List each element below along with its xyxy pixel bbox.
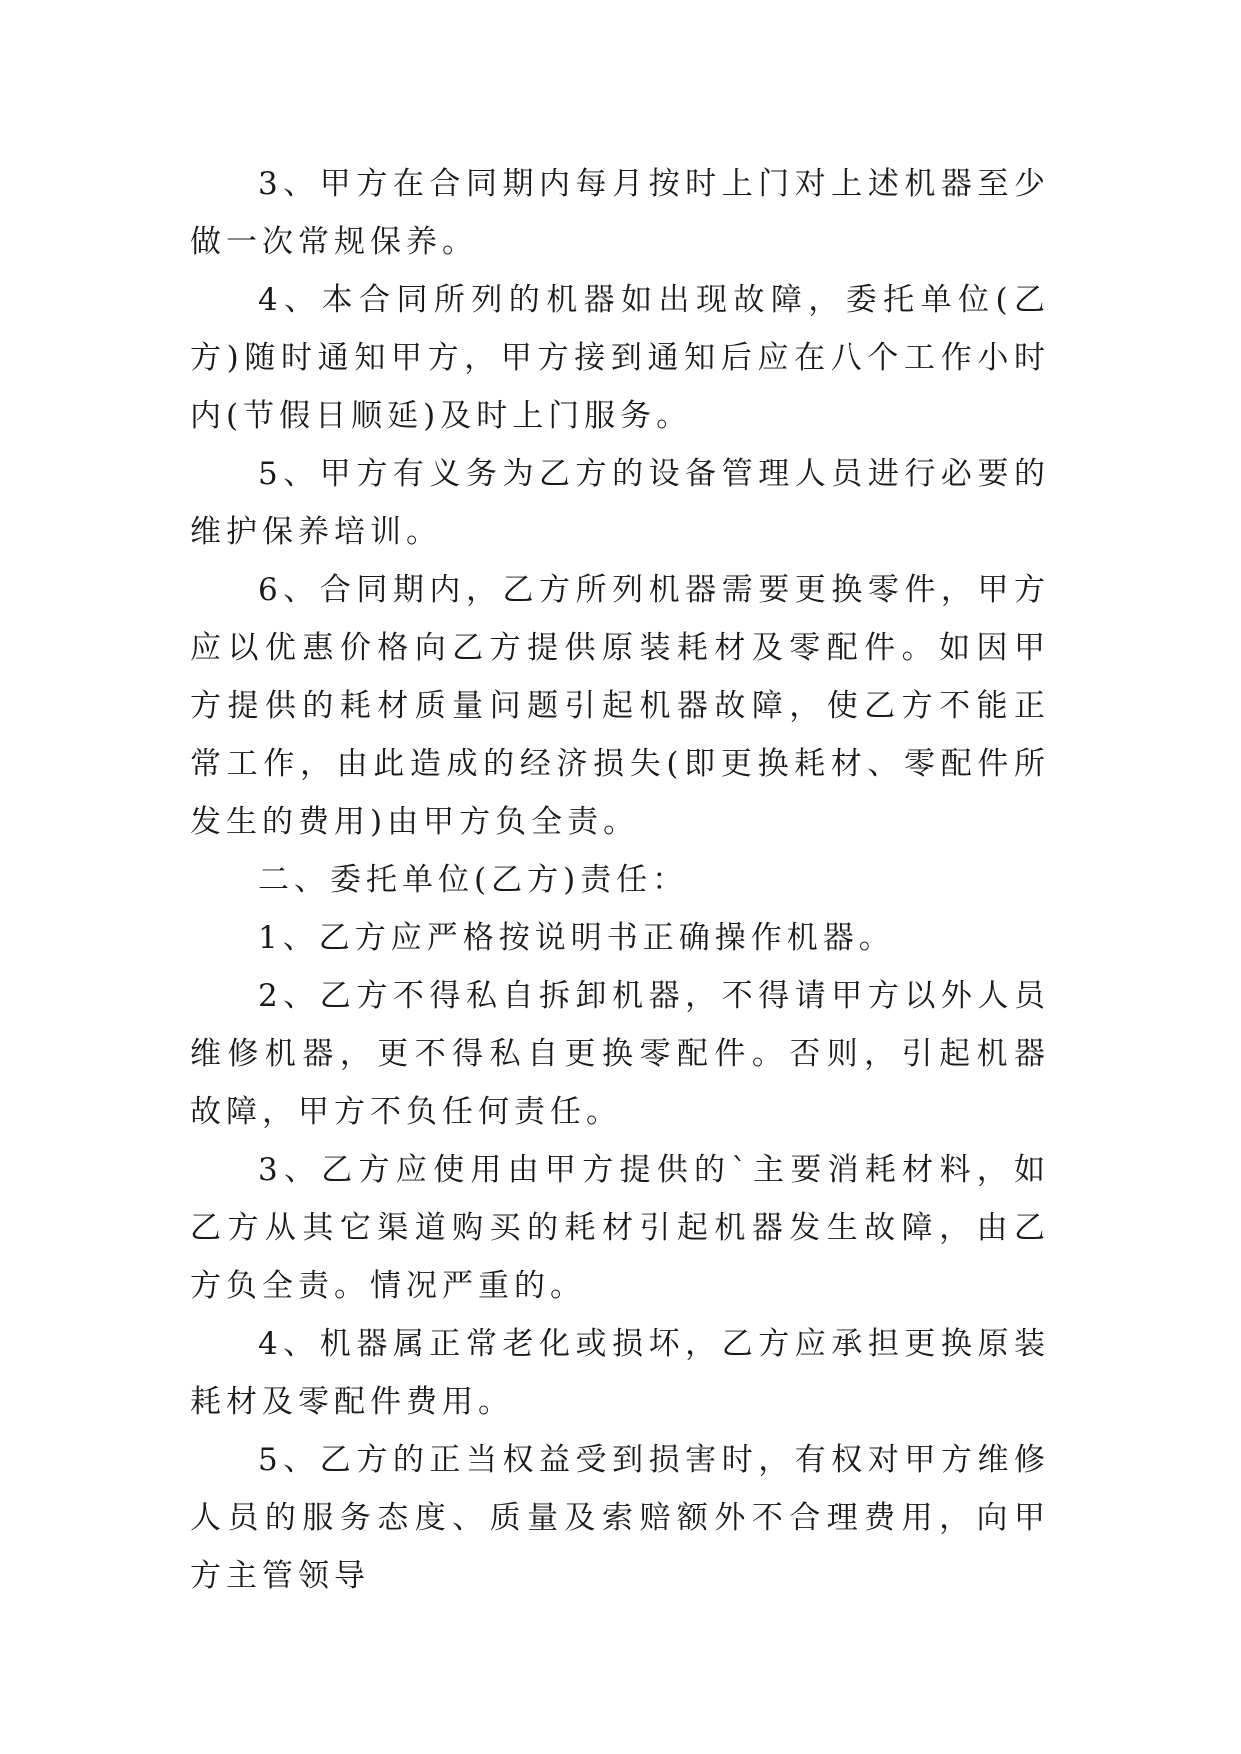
section-heading-party-b: 二、委托单位(乙方)责任： <box>258 862 689 898</box>
clause-b2: 2、乙方不得私自拆卸机器，不得请甲方以外人员维修机器，更不得私自更换零配件。否则，引起机器故障，甲方不负任何责任。 <box>190 978 1050 1130</box>
clause-a4: 4、本合同所列的机器如出现故障，委托单位(乙方)随时通知甲方，甲方接到通知后应在八个工作小时内(节假日顺延)及时上门服务。 <box>190 282 1050 434</box>
clause-a6: 6、合同期内，乙方所列机器需要更换零件，甲方应以优惠价格向乙方提供原装耗材及零配件。如因甲方提供的耗材质量问题引起机器故障，使乙方不能正常工作，由此造成的经济损失(即更换耗材、零配件所发生的费用)由甲方负全责。 <box>190 572 1050 840</box>
clause-a5: 5、甲方有义务为乙方的设备管理人员进行必要的维护保养培训。 <box>190 456 1050 550</box>
clause-a3: 3、甲方在合同期内每月按时上门对上述机器至少做一次常规保养。 <box>190 166 1050 260</box>
document-body <box>190 155 1050 1605</box>
clause-b5: 5、乙方的正当权益受到损害时，有权对甲方维修人员的服务态度、质量及索赔额外不合理费用，向甲方主管领导 <box>190 1442 1050 1594</box>
clause-b1: 1、乙方应严格按说明书正确操作机器。 <box>258 920 895 956</box>
clause-b4: 4、机器属正常老化或损坏，乙方应承担更换原装耗材及零配件费用。 <box>190 1326 1050 1420</box>
clause-b3: 3、乙方应使用由甲方提供的`主要消耗材料，如乙方从其它渠道购买的耗材引起机器发生故障，由乙方负全责。情况严重的。 <box>190 1152 1050 1304</box>
